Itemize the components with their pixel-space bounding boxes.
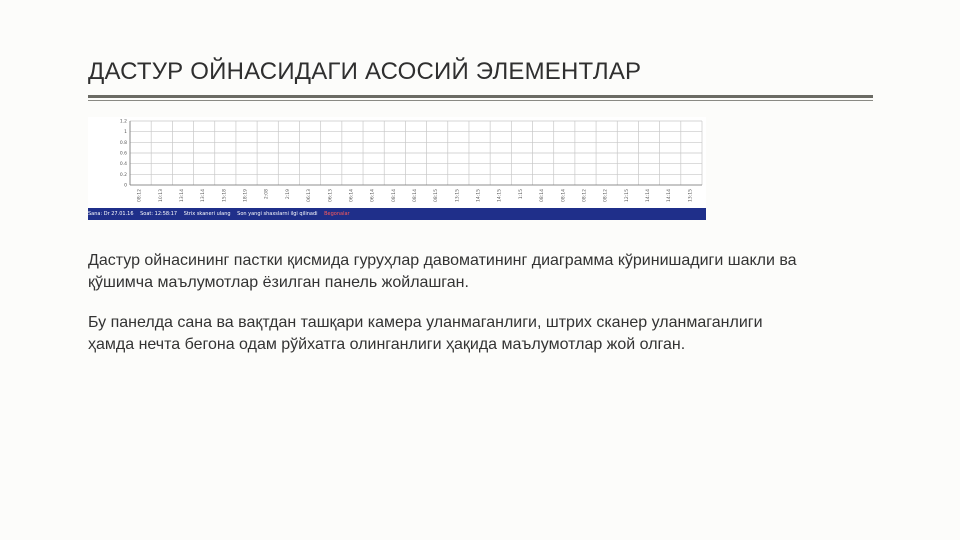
status-bar bbox=[88, 208, 706, 220]
x-tick-label: 13:14 bbox=[179, 189, 185, 202]
y-tick-label: 1 bbox=[124, 130, 127, 136]
x-tick-label: 18:19 bbox=[243, 189, 249, 202]
x-tick-label: 1:15 bbox=[518, 189, 524, 200]
x-tick-label: 13:15 bbox=[688, 189, 694, 202]
status-strangers-warning: Begonalar bbox=[324, 211, 350, 217]
x-tick-label: 08:14 bbox=[391, 189, 397, 202]
status-date: Sana: Dr 27.01.16 bbox=[88, 211, 134, 217]
x-tick-label: 12:15 bbox=[624, 189, 630, 202]
y-tick-label: 0.6 bbox=[119, 151, 127, 157]
x-tick-label: 08:14 bbox=[413, 189, 418, 202]
x-tick-label: 08:14 bbox=[540, 189, 546, 202]
divider-thick-line bbox=[88, 95, 873, 98]
divider-thin-line bbox=[88, 100, 873, 101]
description-paragraph-1: Дастур ойнасининг пастки қисмида гуруҳлар давоматининг диаграмма кўринишадиги шакли ва қўшимча маълумотлар ёзилган панель жойлашган. bbox=[88, 252, 797, 291]
x-tick-label: 06:14 bbox=[370, 189, 376, 202]
y-tick-label: 0.2 bbox=[119, 172, 127, 178]
slide-title: ДАСТУР ОЙНАСИДАГИ АСОСИЙ ЭЛЕМЕНТЛАР bbox=[88, 58, 642, 85]
y-tick-label: 0 bbox=[124, 183, 127, 189]
x-tick-label: 14:14 bbox=[667, 189, 673, 202]
x-tick-label: 08:14 bbox=[561, 189, 567, 202]
x-tick-label: 08:12 bbox=[582, 189, 588, 202]
status-time: Soat: 12:58:17 bbox=[140, 211, 178, 217]
x-tick-label: 10:13 bbox=[158, 189, 164, 202]
y-tick-label: 1.2 bbox=[119, 119, 127, 125]
y-tick-label: 0.4 bbox=[119, 162, 127, 168]
attendance-chart bbox=[88, 117, 706, 208]
title-divider bbox=[88, 95, 873, 102]
x-tick-label: 14:15 bbox=[476, 189, 482, 202]
x-tick-label: 06:13 bbox=[307, 189, 313, 202]
status-new-persons: Son yangi shaxslarni ilgi qilinadi bbox=[237, 211, 318, 217]
x-tick-label: 13:14 bbox=[201, 189, 207, 202]
status-scanner: Strix skaneri ulang bbox=[183, 211, 231, 217]
x-tick-label: 2:08 bbox=[264, 189, 270, 200]
description-paragraph-2: Бу панелда сана ва вақтдан ташқари камера уланмаганлиги, штрих сканер уланмаганлиги ҳамда нечта бегона одам рўйхатга олинганлиги ҳақида маълумотлар жой олган. bbox=[88, 314, 763, 353]
x-tick-label: 15:18 bbox=[222, 189, 228, 202]
x-tick-label: 2:19 bbox=[285, 189, 291, 200]
x-tick-label: 08:12 bbox=[603, 189, 609, 202]
attendance-chart-screenshot bbox=[88, 117, 706, 220]
x-tick-label: 14:15 bbox=[497, 189, 503, 202]
x-tick-label: 13:15 bbox=[455, 189, 461, 202]
x-tick-label: 08:15 bbox=[434, 189, 440, 202]
y-tick-label: 0.8 bbox=[119, 140, 127, 146]
x-tick-label: 14:14 bbox=[646, 189, 652, 202]
x-tick-label: 08:12 bbox=[137, 189, 143, 202]
x-tick-label: 06:13 bbox=[328, 189, 334, 202]
x-tick-label: 06:14 bbox=[349, 189, 355, 202]
